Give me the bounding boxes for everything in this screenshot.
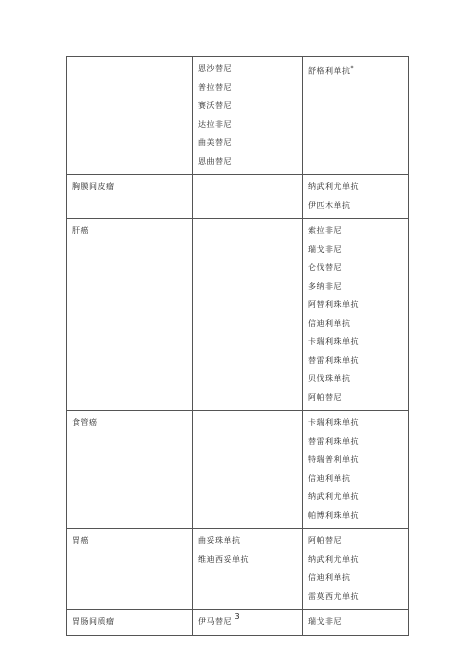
drug-name: 恩沙替尼 [198, 64, 232, 73]
drug-name: 卡瑞利珠单抗 [308, 337, 359, 346]
disease-cell [67, 175, 193, 219]
table-row [67, 57, 409, 175]
disease-cell [67, 411, 193, 529]
disease-cell [67, 529, 193, 610]
drug-name: 阿帕替尼 [308, 392, 342, 402]
drug-list-cell [303, 219, 409, 411]
drug-list-cell [303, 57, 409, 175]
drug-name: 纳武利尤单抗 [308, 554, 359, 564]
drug-name: 信迪利单抗 [308, 473, 351, 483]
drug-name: 替雷利珠单抗 [308, 436, 359, 446]
drug-list-cell [193, 529, 303, 610]
drug-name: 索拉非尼 [308, 226, 342, 235]
drug-list-cell [303, 411, 409, 529]
disease-name: 胃癌 [72, 536, 89, 545]
drug-name: 阿替利珠单抗 [308, 300, 359, 309]
drug-name: 卡瑞利珠单抗 [308, 418, 359, 427]
disease-cell [67, 219, 193, 411]
footnote-mark: * [350, 65, 354, 72]
disease-cell [67, 57, 193, 175]
drug-name: 曲美替尼 [198, 138, 232, 147]
drug-name: 赛沃替尼 [198, 101, 232, 110]
drug-list-cell [193, 219, 303, 411]
drug-name: 特瑞普利单抗 [308, 455, 359, 464]
drug-name: 雷莫西尤单抗 [308, 591, 359, 601]
drug-name: 多纳非尼 [308, 281, 342, 291]
drug-name: 达拉非尼 [198, 119, 232, 129]
drug-name: 普拉替尼 [198, 82, 232, 92]
drug-name: 信迪利单抗 [308, 573, 351, 582]
disease-name: 胸膜间皮瘤 [72, 182, 115, 191]
drug-name: 伊马替尼 [198, 617, 232, 626]
drug-name: 瑞戈非尼 [308, 617, 342, 626]
table-row [67, 529, 409, 610]
disease-name: 肝癌 [72, 226, 89, 235]
drug-name: 帕博利珠单抗 [308, 510, 359, 520]
disease-name: 食管癌 [72, 418, 98, 427]
drug-name: 伊匹木单抗 [308, 200, 351, 210]
drug-name: 维迪西妥单抗 [198, 554, 249, 564]
drug-list-cell [193, 411, 303, 529]
table-row [67, 411, 409, 529]
drug-name: 舒格利单抗* [308, 65, 354, 76]
drug-list-cell [193, 57, 303, 175]
page-number: 3 [234, 612, 240, 621]
drug-table [66, 56, 409, 636]
drug-name: 替雷利珠单抗 [308, 355, 359, 365]
table-row [67, 219, 409, 411]
table-row [67, 175, 409, 219]
drug-name: 恩曲替尼 [198, 156, 232, 166]
drug-name: 瑞戈非尼 [308, 244, 342, 254]
drug-name: 信迪利单抗 [308, 318, 351, 328]
drug-list-cell [303, 175, 409, 219]
drug-name: 纳武利尤单抗 [308, 182, 359, 191]
drug-name: 贝伐珠单抗 [308, 374, 351, 383]
drug-list-cell [303, 529, 409, 610]
drug-name: 阿帕替尼 [308, 536, 342, 545]
drug-name: 曲妥珠单抗 [198, 536, 241, 545]
disease-name [72, 60, 192, 79]
drug-name: 纳武利尤单抗 [308, 492, 359, 501]
drug-name: 仑伐替尼 [308, 263, 342, 272]
drug-list-cell [193, 175, 303, 219]
disease-name: 胃肠间质瘤 [72, 617, 115, 626]
